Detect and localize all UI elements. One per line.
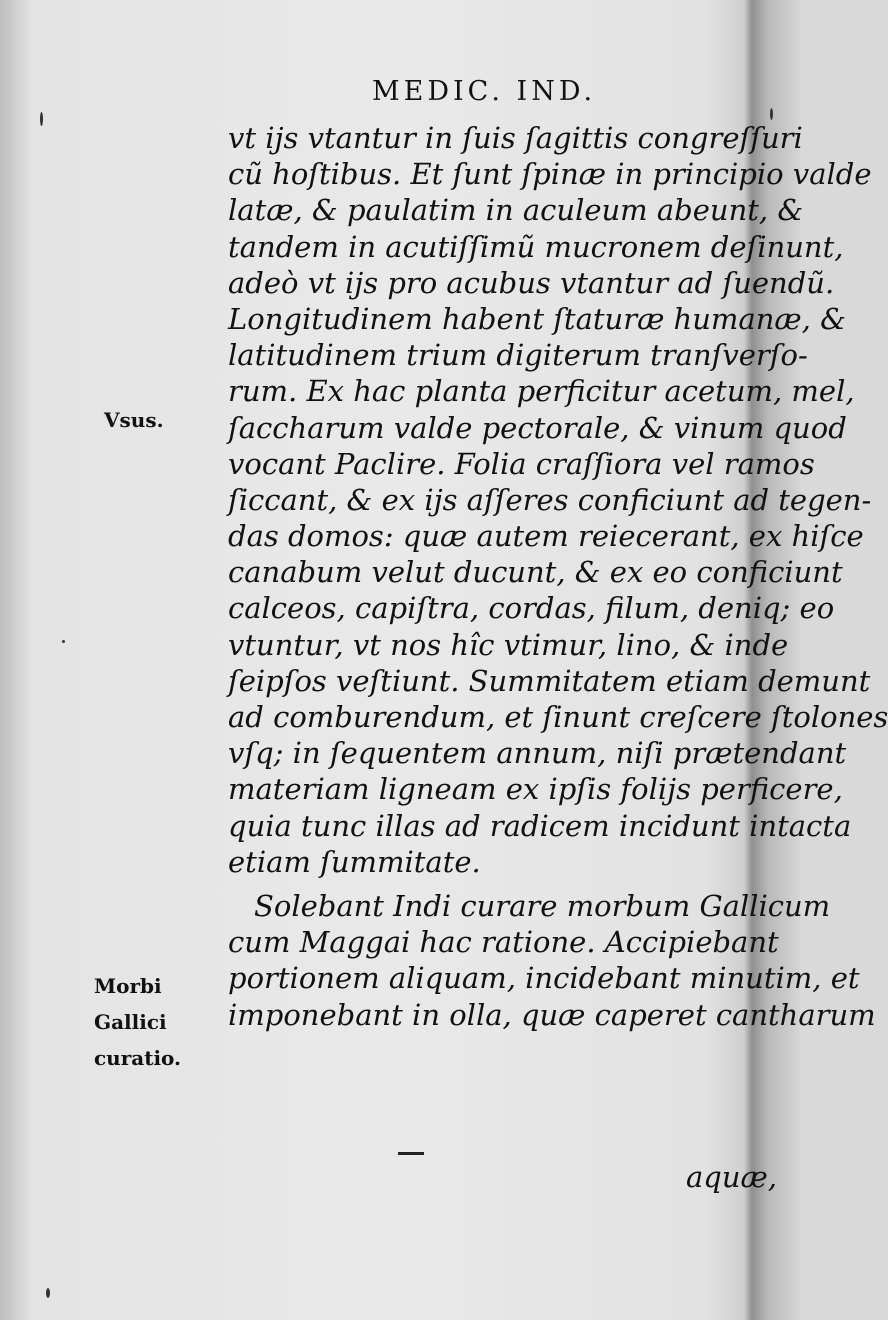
text-line: Longitudinem habent ſtaturæ humanæ, & xyxy=(228,301,846,336)
text-line: ad comburendum, et ſinunt creſcere ſtolones xyxy=(228,700,888,734)
text-line: Solebant Indi curare morbum Gallicum xyxy=(254,888,831,923)
margin-note-line: Gallici xyxy=(94,1010,167,1034)
text-line: ſeipſos veſtiunt. Summitatem etiam demunt xyxy=(228,663,871,698)
underline-mark xyxy=(398,1152,424,1155)
text-line: cũ hoſtibus. Et ſunt ſpinæ in principio valde xyxy=(228,157,872,192)
text-line: vſq; in ſequentem annum, niſi prætendant xyxy=(228,736,847,771)
text-line: vocant Paclire. Folia craſſiora vel ramos xyxy=(228,446,815,481)
ink-speck xyxy=(770,108,773,120)
text-line: ſiccant, & ex ijs aſſeres conficiunt ad tegen- xyxy=(228,482,872,517)
text-line: vtuntur, vt nos hîc vtimur, lino, & inde xyxy=(228,627,789,662)
text-line: calceos, capiſtra, cordas, filum, deniq; eo xyxy=(228,591,835,626)
text-line: portionem aliquam, incidebant minutim, et xyxy=(228,961,860,996)
text-line: ſaccharum valde pectorale, & vinum quod xyxy=(228,410,847,445)
text-line: imponebant in olla, quæ caperet cantharum xyxy=(228,997,876,1032)
body-text xyxy=(228,120,888,1033)
text-line: quia tunc illas ad radicem incidunt intacta xyxy=(228,808,852,843)
text-line: cum Maggai hac ratione. Accipiebant xyxy=(228,925,779,960)
ink-speck xyxy=(62,640,65,643)
text-line: etiam ſummitate. xyxy=(228,844,481,879)
margin-note-morbi-gallici xyxy=(94,974,181,1070)
text-line: das domos: quæ autem reiecerant, ex hiſce xyxy=(228,519,864,554)
text-line: adeò vt ijs pro acubus vtantur ad ſuendũ. xyxy=(228,265,835,300)
ink-speck xyxy=(40,112,43,126)
margin-note-line: Morbi xyxy=(94,974,162,998)
text-line: materiam ligneam ex ipſis folijs perficere, xyxy=(228,772,843,807)
margin-note-line: curatio. xyxy=(94,1046,182,1070)
catchword: aquæ, xyxy=(686,1160,778,1194)
text-line: latæ, & paulatim in aculeum abeunt, & xyxy=(228,193,804,228)
text-line: tandem in acutiſſimũ mucronem deſinunt, xyxy=(228,229,844,264)
text-line: canabum velut ducunt, & ex eo conficiunt xyxy=(228,555,843,590)
text-line: latitudinem trium digiterum tranſverſo- xyxy=(228,338,808,373)
margin-note-usus: Vsus. xyxy=(104,408,164,432)
text-line: vt ijs vtantur in ſuis ſagittis congreſſuri xyxy=(228,121,803,155)
running-title: MEDIC. IND. xyxy=(372,76,597,107)
text-line: rum. Ex hac planta perficitur acetum, mel, xyxy=(228,374,855,409)
ink-speck xyxy=(46,1288,50,1298)
